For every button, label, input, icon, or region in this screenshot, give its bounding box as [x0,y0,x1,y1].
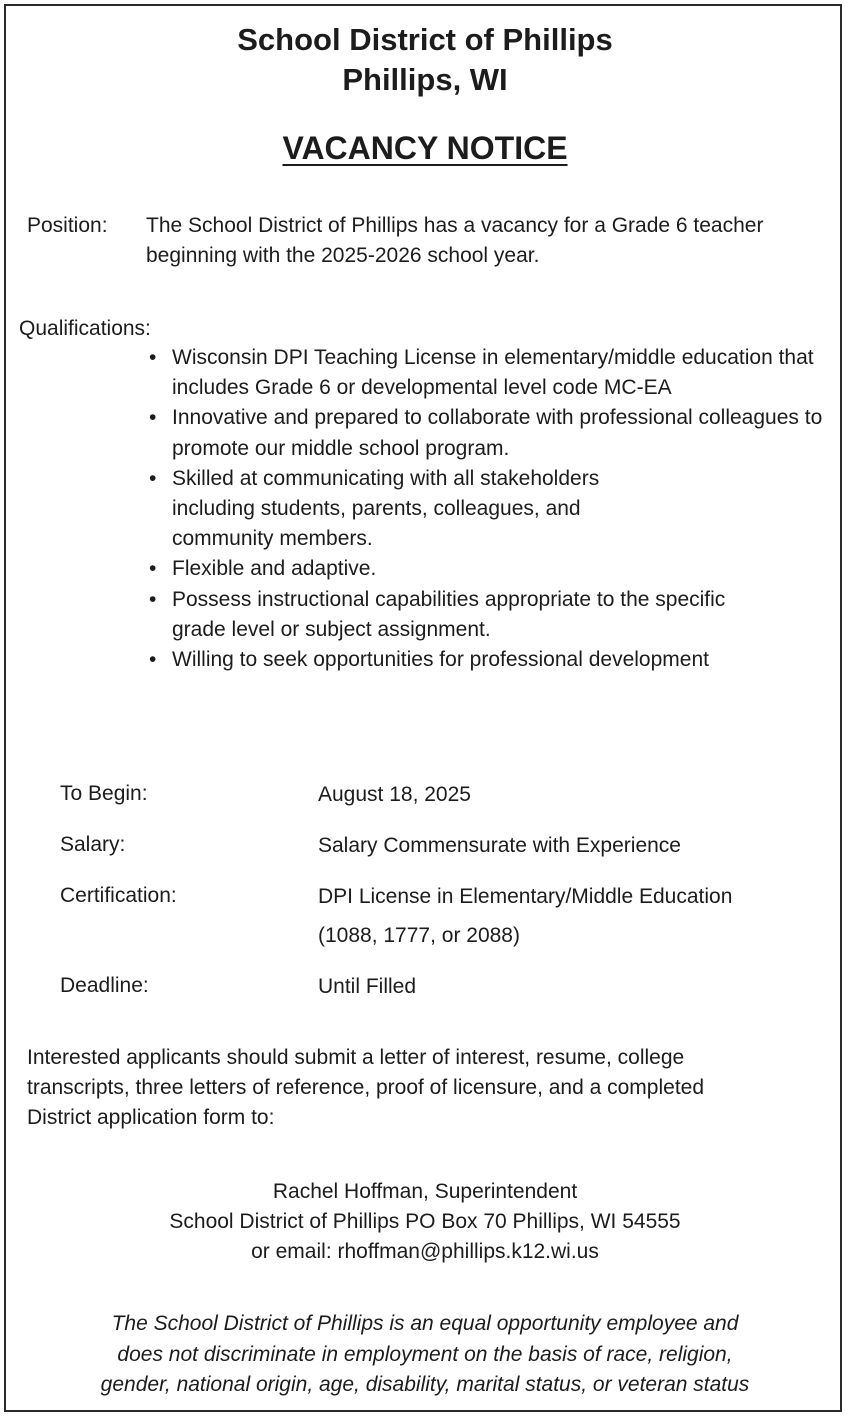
certification-value-line2: (1088, 1777, or 2088) [318,924,520,947]
position-text-line2: beginning with the 2025-2026 school year. [146,244,540,267]
qualifications-list [147,343,827,675]
list-item: • Possess instructional capabilities appropriate to the specific grade level or subject assignment. [147,585,827,645]
application-line2: transcripts, three letters of reference, proof of licensure, and a completed [27,1076,705,1099]
position-text-line1: The School District of Phillips has a vacancy for a Grade 6 teacher [146,214,764,237]
contact-email: or email: rhoffman@phillips.k12.wi.us [251,1240,599,1263]
page-title: VACANCY NOTICE [282,130,568,166]
district-name: School District of Phillips [237,22,613,57]
salary-value: Salary Commensurate with Experience [318,834,681,857]
begin-label: To Begin: [60,782,148,805]
list-item: • Skilled at communicating with all stakeholders including students, parents, colleagues, and community members. [147,464,827,555]
application-line1: Interested applicants should submit a letter of interest, resume, college [27,1046,685,1069]
district-location: Phillips, WI [342,62,508,97]
position-label: Position: [27,214,108,237]
eeo-line3: gender, national origin, age, disability, marital status, or veteran status [100,1373,750,1396]
contact-address: School District of Phillips PO Box 70 Phillips, WI 54555 [169,1210,681,1233]
application-line3: District application form to: [27,1106,275,1129]
certification-value-line1: DPI License in Elementary/Middle Education [318,885,733,908]
contact-name: Rachel Hoffman, Superintendent [272,1180,578,1203]
deadline-label: Deadline: [60,974,149,997]
salary-label: Salary: [60,833,126,856]
eeo-line2: does not discriminate in employment on the basis of race, religion, [117,1343,733,1366]
begin-value: August 18, 2025 [318,783,471,806]
list-item: • Wisconsin DPI Teaching License in elementary/middle education that includes Grade 6 or developmental level code MC-EA [147,343,827,403]
list-item: • Innovative and prepared to collaborate with professional colleagues to promote our middle school program. [147,403,827,463]
qualifications-label: Qualifications: [19,317,151,340]
list-item: • Flexible and adaptive. [147,554,827,584]
eeo-line1: The School District of Phillips is an equal opportunity employee and [111,1312,739,1335]
list-item: • Willing to seek opportunities for professional development [147,645,827,675]
deadline-value: Until Filled [318,975,417,998]
certification-label: Certification: [60,884,177,907]
